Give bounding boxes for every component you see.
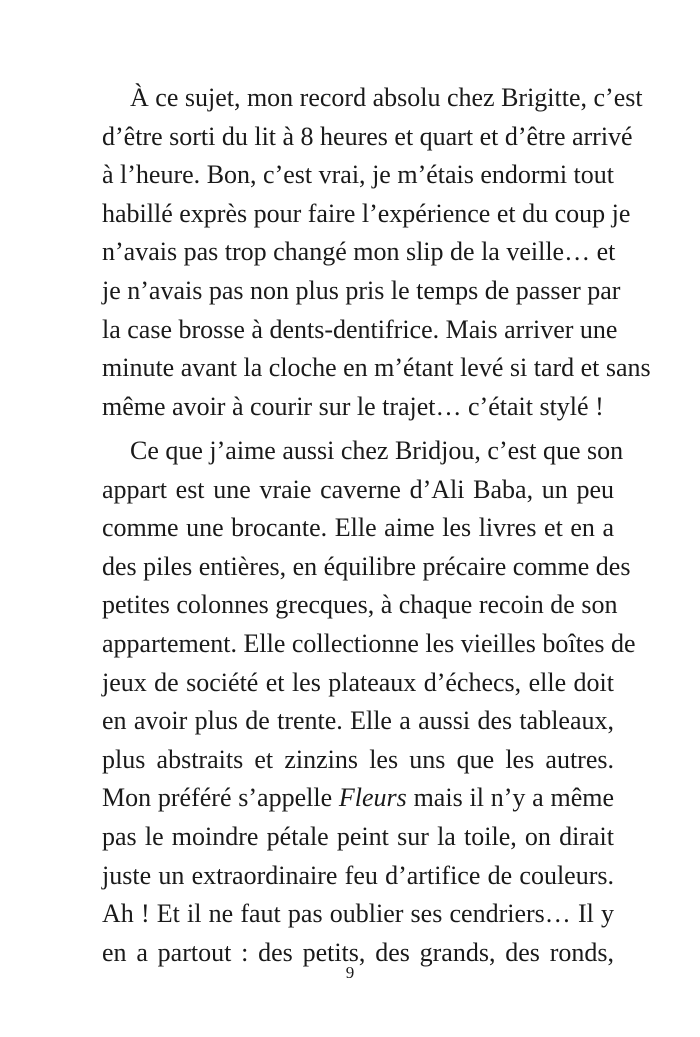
text-line: même avoir à courir sur le trajet… c’était stylé !: [102, 391, 604, 421]
text-line: la case brosse à dents-dentifrice. Mais arriver une: [102, 314, 618, 344]
paragraph-1: [102, 79, 651, 426]
text-line: à l’heure. Bon, c’est vrai, je m’étais endormi tout: [102, 160, 614, 190]
text-line: jeux de société et les plateaux d’échecs, elle doit: [102, 667, 614, 697]
text-line: petites colonnes grecques, à chaque recoin de son: [102, 590, 618, 620]
text-line: appartement. Elle collectionne les vieilles boîtes de: [102, 628, 636, 658]
text-line: plus abstraits et zinzins les uns que les autres.: [102, 744, 614, 774]
text-line: des piles entières, en équilibre précaire comme des: [102, 551, 631, 581]
text-line-with-italic-title: [102, 779, 614, 818]
text-line: d’être sorti du lit à 8 heures et quart et d’être arrivé: [102, 121, 633, 151]
text-line: n’avais pas trop changé mon slip de la veille… et: [102, 237, 616, 267]
text-line: comme une brocante. Elle aime les livres et en a: [102, 513, 614, 543]
text-line: pas le moindre pétale peint sur la toile, on dirait: [102, 821, 614, 851]
italic-painting-title: Fleurs: [338, 783, 407, 813]
text-segment: Mon préféré s’appelle: [102, 783, 339, 813]
paragraph-2: [102, 432, 636, 972]
text-line: je n’avais pas non plus pris le temps de passer par: [102, 275, 621, 305]
text-line: en a partout : des petits, des grands, des ronds,: [102, 937, 614, 967]
text-line: juste un extraordinaire feu d’artifice de couleurs.: [102, 860, 614, 890]
text-line: habillé exprès pour faire l’expérience et du coup je: [102, 198, 631, 228]
text-line: Ah ! Et il ne faut pas oublier ses cendriers… Il y: [102, 899, 614, 929]
text-segment: mais il n’y a même: [406, 783, 614, 813]
text-line: Ce que j’aime aussi chez Bridjou, c’est que son: [130, 436, 624, 465]
text-line: minute avant la cloche en m’étant levé si tard et sans: [102, 353, 651, 383]
text-line: À ce sujet, mon record absolu chez Brigitte, c’est: [130, 83, 643, 112]
page-number: 9: [345, 963, 355, 982]
text-line: en avoir plus de trente. Elle a aussi des tableaux,: [102, 706, 614, 736]
text-line: appart est une vraie caverne d’Ali Baba, un peu: [102, 474, 614, 504]
